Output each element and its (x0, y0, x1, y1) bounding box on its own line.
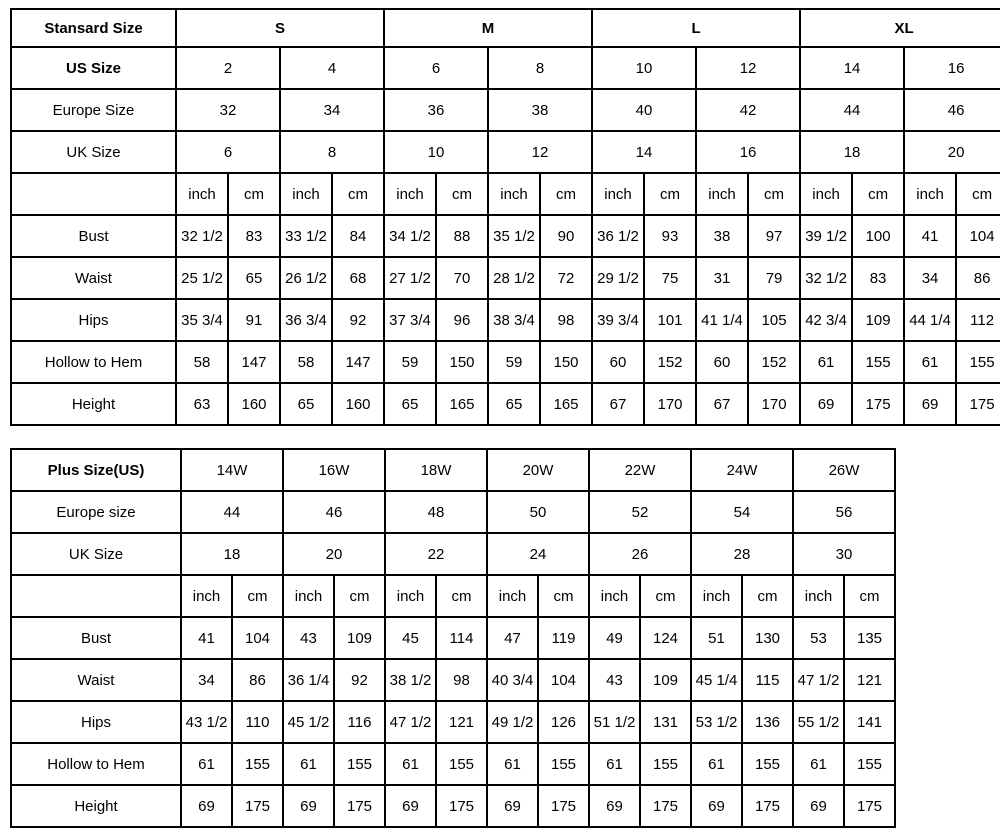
hollow-v11: 152 (748, 341, 800, 383)
plus-row-label-europe-size: Europe size (11, 491, 181, 533)
unit-row-blank-label (11, 173, 176, 215)
height-v12: 69 (800, 383, 852, 425)
height-v1: 160 (228, 383, 280, 425)
unit-inch-5: inch (592, 173, 644, 215)
europe-size-42: 42 (696, 89, 800, 131)
waist-v2: 26 1/2 (280, 257, 332, 299)
hips-v6: 38 3/4 (488, 299, 540, 341)
europe-size-34: 34 (280, 89, 384, 131)
plus-unit-cm-5: cm (640, 575, 691, 617)
hips-v4: 37 3/4 (384, 299, 436, 341)
us-size-16: 16 (904, 47, 1000, 89)
europe-size-32: 32 (176, 89, 280, 131)
plus-row-label-waist: Waist (11, 659, 181, 701)
plus-hips-v8: 51 1/2 (589, 701, 640, 743)
plus-waist-v13: 121 (844, 659, 895, 701)
unit-inch-3: inch (384, 173, 436, 215)
hollow-v4: 59 (384, 341, 436, 383)
standard-group-m: M (384, 9, 592, 47)
us-size-14: 14 (800, 47, 904, 89)
plus-europe-size-row (11, 491, 895, 533)
plus-unit-cm-4: cm (538, 575, 589, 617)
us-size-4: 4 (280, 47, 384, 89)
plus-waist-v2: 36 1/4 (283, 659, 334, 701)
plus-europe-48: 48 (385, 491, 487, 533)
plus-hips-v6: 49 1/2 (487, 701, 538, 743)
hollow-v10: 60 (696, 341, 748, 383)
us-size-12: 12 (696, 47, 800, 89)
hollow-v12: 61 (800, 341, 852, 383)
europe-size-36: 36 (384, 89, 488, 131)
plus-height-v5: 175 (436, 785, 487, 827)
hips-v8: 39 3/4 (592, 299, 644, 341)
waist-v8: 29 1/2 (592, 257, 644, 299)
plus-bust-v1: 104 (232, 617, 283, 659)
hollow-v15: 155 (956, 341, 1000, 383)
uk-size-8: 8 (280, 131, 384, 173)
bust-v13: 100 (852, 215, 904, 257)
bust-v7: 90 (540, 215, 592, 257)
plus-hollow-v10: 61 (691, 743, 742, 785)
plus-hips-v9: 131 (640, 701, 691, 743)
standard-height-row (11, 383, 1000, 425)
europe-size-44: 44 (800, 89, 904, 131)
plus-hollow-v8: 61 (589, 743, 640, 785)
hips-v2: 36 3/4 (280, 299, 332, 341)
standard-group-s: S (176, 9, 384, 47)
waist-v11: 79 (748, 257, 800, 299)
hips-v5: 96 (436, 299, 488, 341)
plus-hips-v3: 116 (334, 701, 385, 743)
row-label-waist: Waist (11, 257, 176, 299)
plus-hollow-v11: 155 (742, 743, 793, 785)
uk-size-18: 18 (800, 131, 904, 173)
plus-hollow-v1: 155 (232, 743, 283, 785)
plus-bust-v7: 119 (538, 617, 589, 659)
height-v7: 165 (540, 383, 592, 425)
standard-unit-row (11, 173, 1000, 215)
plus-group-18w: 18W (385, 449, 487, 491)
plus-uk-18: 18 (181, 533, 283, 575)
plus-hips-v5: 121 (436, 701, 487, 743)
standard-size-table (10, 8, 1000, 426)
plus-unit-inch-7: inch (793, 575, 844, 617)
row-label-height: Height (11, 383, 176, 425)
plus-hips-v10: 53 1/2 (691, 701, 742, 743)
row-label-hips: Hips (11, 299, 176, 341)
unit-cm-8: cm (956, 173, 1000, 215)
plus-hollow-v7: 155 (538, 743, 589, 785)
plus-europe-54: 54 (691, 491, 793, 533)
bust-v12: 39 1/2 (800, 215, 852, 257)
plus-size-table (10, 448, 896, 828)
height-v15: 175 (956, 383, 1000, 425)
hips-v15: 112 (956, 299, 1000, 341)
uk-size-16: 16 (696, 131, 800, 173)
hollow-v8: 60 (592, 341, 644, 383)
plus-waist-v8: 43 (589, 659, 640, 701)
plus-waist-v10: 45 1/4 (691, 659, 742, 701)
plus-row-label-hollow-to-hem: Hollow to Hem (11, 743, 181, 785)
plus-row-label-hips: Hips (11, 701, 181, 743)
plus-bust-v9: 124 (640, 617, 691, 659)
bust-v5: 88 (436, 215, 488, 257)
standard-title: Stansard Size (11, 9, 176, 47)
plus-uk-24: 24 (487, 533, 589, 575)
hollow-v2: 58 (280, 341, 332, 383)
plus-height-v9: 175 (640, 785, 691, 827)
plus-bust-v0: 41 (181, 617, 232, 659)
waist-v1: 65 (228, 257, 280, 299)
plus-height-row (11, 785, 895, 827)
plus-hips-v11: 136 (742, 701, 793, 743)
us-size-2: 2 (176, 47, 280, 89)
plus-waist-v12: 47 1/2 (793, 659, 844, 701)
unit-cm-3: cm (436, 173, 488, 215)
hollow-v9: 152 (644, 341, 696, 383)
plus-height-v11: 175 (742, 785, 793, 827)
hips-v9: 101 (644, 299, 696, 341)
hollow-v3: 147 (332, 341, 384, 383)
plus-title: Plus Size(US) (11, 449, 181, 491)
plus-europe-46: 46 (283, 491, 385, 533)
unit-inch-2: inch (280, 173, 332, 215)
plus-bust-v3: 109 (334, 617, 385, 659)
plus-uk-30: 30 (793, 533, 895, 575)
height-v9: 170 (644, 383, 696, 425)
hips-v12: 42 3/4 (800, 299, 852, 341)
plus-bust-row (11, 617, 895, 659)
waist-v6: 28 1/2 (488, 257, 540, 299)
bust-v9: 93 (644, 215, 696, 257)
plus-hollow-v4: 61 (385, 743, 436, 785)
bust-v6: 35 1/2 (488, 215, 540, 257)
plus-unit-inch-3: inch (385, 575, 436, 617)
unit-inch-6: inch (696, 173, 748, 215)
plus-bust-v6: 47 (487, 617, 538, 659)
height-v6: 65 (488, 383, 540, 425)
plus-height-v13: 175 (844, 785, 895, 827)
uk-size-14: 14 (592, 131, 696, 173)
hips-v0: 35 3/4 (176, 299, 228, 341)
plus-bust-v8: 49 (589, 617, 640, 659)
plus-hollow-v13: 155 (844, 743, 895, 785)
unit-cm-6: cm (748, 173, 800, 215)
standard-group-header-row (11, 9, 1000, 47)
height-v14: 69 (904, 383, 956, 425)
europe-size-38: 38 (488, 89, 592, 131)
waist-v9: 75 (644, 257, 696, 299)
bust-v14: 41 (904, 215, 956, 257)
hollow-v1: 147 (228, 341, 280, 383)
plus-europe-50: 50 (487, 491, 589, 533)
height-v0: 63 (176, 383, 228, 425)
height-v8: 67 (592, 383, 644, 425)
plus-height-v1: 175 (232, 785, 283, 827)
plus-unit-inch-2: inch (283, 575, 334, 617)
height-v2: 65 (280, 383, 332, 425)
plus-uk-20: 20 (283, 533, 385, 575)
unit-inch-7: inch (800, 173, 852, 215)
plus-bust-v12: 53 (793, 617, 844, 659)
plus-waist-row (11, 659, 895, 701)
unit-cm-4: cm (540, 173, 592, 215)
hollow-v14: 61 (904, 341, 956, 383)
row-label-uk-size: UK Size (11, 131, 176, 173)
row-label-us-size: US Size (11, 47, 176, 89)
hollow-v7: 150 (540, 341, 592, 383)
plus-unit-row-blank-label (11, 575, 181, 617)
plus-group-20w: 20W (487, 449, 589, 491)
height-v5: 165 (436, 383, 488, 425)
bust-v15: 104 (956, 215, 1000, 257)
europe-size-40: 40 (592, 89, 696, 131)
plus-waist-v3: 92 (334, 659, 385, 701)
waist-v3: 68 (332, 257, 384, 299)
plus-group-16w: 16W (283, 449, 385, 491)
plus-unit-inch-6: inch (691, 575, 742, 617)
hollow-v6: 59 (488, 341, 540, 383)
standard-waist-row (11, 257, 1000, 299)
plus-uk-28: 28 (691, 533, 793, 575)
unit-cm-5: cm (644, 173, 696, 215)
plus-hollow-v6: 61 (487, 743, 538, 785)
bust-v8: 36 1/2 (592, 215, 644, 257)
plus-waist-v1: 86 (232, 659, 283, 701)
plus-unit-cm-2: cm (334, 575, 385, 617)
plus-row-label-height: Height (11, 785, 181, 827)
plus-height-v3: 175 (334, 785, 385, 827)
plus-height-v8: 69 (589, 785, 640, 827)
unit-cm-1: cm (228, 173, 280, 215)
plus-europe-52: 52 (589, 491, 691, 533)
plus-unit-cm-6: cm (742, 575, 793, 617)
standard-uk-size-row (11, 131, 1000, 173)
bust-v2: 33 1/2 (280, 215, 332, 257)
row-label-europe-size: Europe Size (11, 89, 176, 131)
plus-height-v6: 69 (487, 785, 538, 827)
us-size-6: 6 (384, 47, 488, 89)
plus-row-label-uk-size: UK Size (11, 533, 181, 575)
plus-hips-v13: 141 (844, 701, 895, 743)
plus-unit-cm-7: cm (844, 575, 895, 617)
waist-v15: 86 (956, 257, 1000, 299)
plus-height-v10: 69 (691, 785, 742, 827)
hips-v14: 44 1/4 (904, 299, 956, 341)
plus-unit-cm-3: cm (436, 575, 487, 617)
plus-height-v7: 175 (538, 785, 589, 827)
height-v10: 67 (696, 383, 748, 425)
height-v11: 170 (748, 383, 800, 425)
row-label-bust: Bust (11, 215, 176, 257)
plus-waist-v11: 115 (742, 659, 793, 701)
unit-cm-7: cm (852, 173, 904, 215)
hips-v1: 91 (228, 299, 280, 341)
plus-group-14w: 14W (181, 449, 283, 491)
standard-group-xl: XL (800, 9, 1000, 47)
us-size-10: 10 (592, 47, 696, 89)
us-size-8: 8 (488, 47, 592, 89)
plus-bust-v5: 114 (436, 617, 487, 659)
waist-v5: 70 (436, 257, 488, 299)
plus-unit-cm-1: cm (232, 575, 283, 617)
bust-v1: 83 (228, 215, 280, 257)
plus-waist-v9: 109 (640, 659, 691, 701)
waist-v14: 34 (904, 257, 956, 299)
plus-europe-44: 44 (181, 491, 283, 533)
plus-hips-v0: 43 1/2 (181, 701, 232, 743)
plus-uk-size-row (11, 533, 895, 575)
plus-uk-22: 22 (385, 533, 487, 575)
hips-v10: 41 1/4 (696, 299, 748, 341)
plus-group-24w: 24W (691, 449, 793, 491)
plus-group-26w: 26W (793, 449, 895, 491)
plus-hips-v4: 47 1/2 (385, 701, 436, 743)
uk-size-12: 12 (488, 131, 592, 173)
height-v13: 175 (852, 383, 904, 425)
plus-hollow-v0: 61 (181, 743, 232, 785)
waist-v13: 83 (852, 257, 904, 299)
unit-inch-4: inch (488, 173, 540, 215)
plus-waist-v5: 98 (436, 659, 487, 701)
plus-row-label-bust: Bust (11, 617, 181, 659)
plus-height-v4: 69 (385, 785, 436, 827)
standard-europe-size-row (11, 89, 1000, 131)
height-v4: 65 (384, 383, 436, 425)
waist-v12: 32 1/2 (800, 257, 852, 299)
bust-v4: 34 1/2 (384, 215, 436, 257)
standard-group-l: L (592, 9, 800, 47)
plus-group-header-row (11, 449, 895, 491)
plus-bust-v11: 130 (742, 617, 793, 659)
plus-hollow-v12: 61 (793, 743, 844, 785)
hips-v3: 92 (332, 299, 384, 341)
plus-waist-v0: 34 (181, 659, 232, 701)
plus-group-22w: 22W (589, 449, 691, 491)
standard-hips-row (11, 299, 1000, 341)
height-v3: 160 (332, 383, 384, 425)
plus-waist-v7: 104 (538, 659, 589, 701)
europe-size-46: 46 (904, 89, 1000, 131)
plus-height-v2: 69 (283, 785, 334, 827)
bust-v10: 38 (696, 215, 748, 257)
hips-v13: 109 (852, 299, 904, 341)
plus-hips-v1: 110 (232, 701, 283, 743)
plus-hollow-v9: 155 (640, 743, 691, 785)
hips-v7: 98 (540, 299, 592, 341)
plus-hollow-v5: 155 (436, 743, 487, 785)
bust-v0: 32 1/2 (176, 215, 228, 257)
plus-bust-v4: 45 (385, 617, 436, 659)
plus-waist-v4: 38 1/2 (385, 659, 436, 701)
plus-unit-row (11, 575, 895, 617)
plus-hollow-to-hem-row (11, 743, 895, 785)
waist-v4: 27 1/2 (384, 257, 436, 299)
unit-inch-8: inch (904, 173, 956, 215)
plus-unit-inch-5: inch (589, 575, 640, 617)
unit-cm-2: cm (332, 173, 384, 215)
plus-hips-row (11, 701, 895, 743)
standard-us-size-row (11, 47, 1000, 89)
plus-hips-v2: 45 1/2 (283, 701, 334, 743)
plus-bust-v10: 51 (691, 617, 742, 659)
plus-europe-56: 56 (793, 491, 895, 533)
uk-size-10: 10 (384, 131, 488, 173)
plus-bust-v2: 43 (283, 617, 334, 659)
plus-unit-inch-4: inch (487, 575, 538, 617)
plus-hollow-v2: 61 (283, 743, 334, 785)
unit-inch-1: inch (176, 173, 228, 215)
plus-hips-v7: 126 (538, 701, 589, 743)
plus-height-v0: 69 (181, 785, 232, 827)
plus-hollow-v3: 155 (334, 743, 385, 785)
hips-v11: 105 (748, 299, 800, 341)
plus-hips-v12: 55 1/2 (793, 701, 844, 743)
uk-size-20: 20 (904, 131, 1000, 173)
standard-hollow-to-hem-row (11, 341, 1000, 383)
row-label-hollow-to-hem: Hollow to Hem (11, 341, 176, 383)
standard-bust-row (11, 215, 1000, 257)
hollow-v5: 150 (436, 341, 488, 383)
waist-v10: 31 (696, 257, 748, 299)
bust-v11: 97 (748, 215, 800, 257)
hollow-v0: 58 (176, 341, 228, 383)
plus-height-v12: 69 (793, 785, 844, 827)
plus-waist-v6: 40 3/4 (487, 659, 538, 701)
waist-v7: 72 (540, 257, 592, 299)
hollow-v13: 155 (852, 341, 904, 383)
waist-v0: 25 1/2 (176, 257, 228, 299)
plus-bust-v13: 135 (844, 617, 895, 659)
bust-v3: 84 (332, 215, 384, 257)
plus-unit-inch-1: inch (181, 575, 232, 617)
plus-uk-26: 26 (589, 533, 691, 575)
uk-size-6: 6 (176, 131, 280, 173)
